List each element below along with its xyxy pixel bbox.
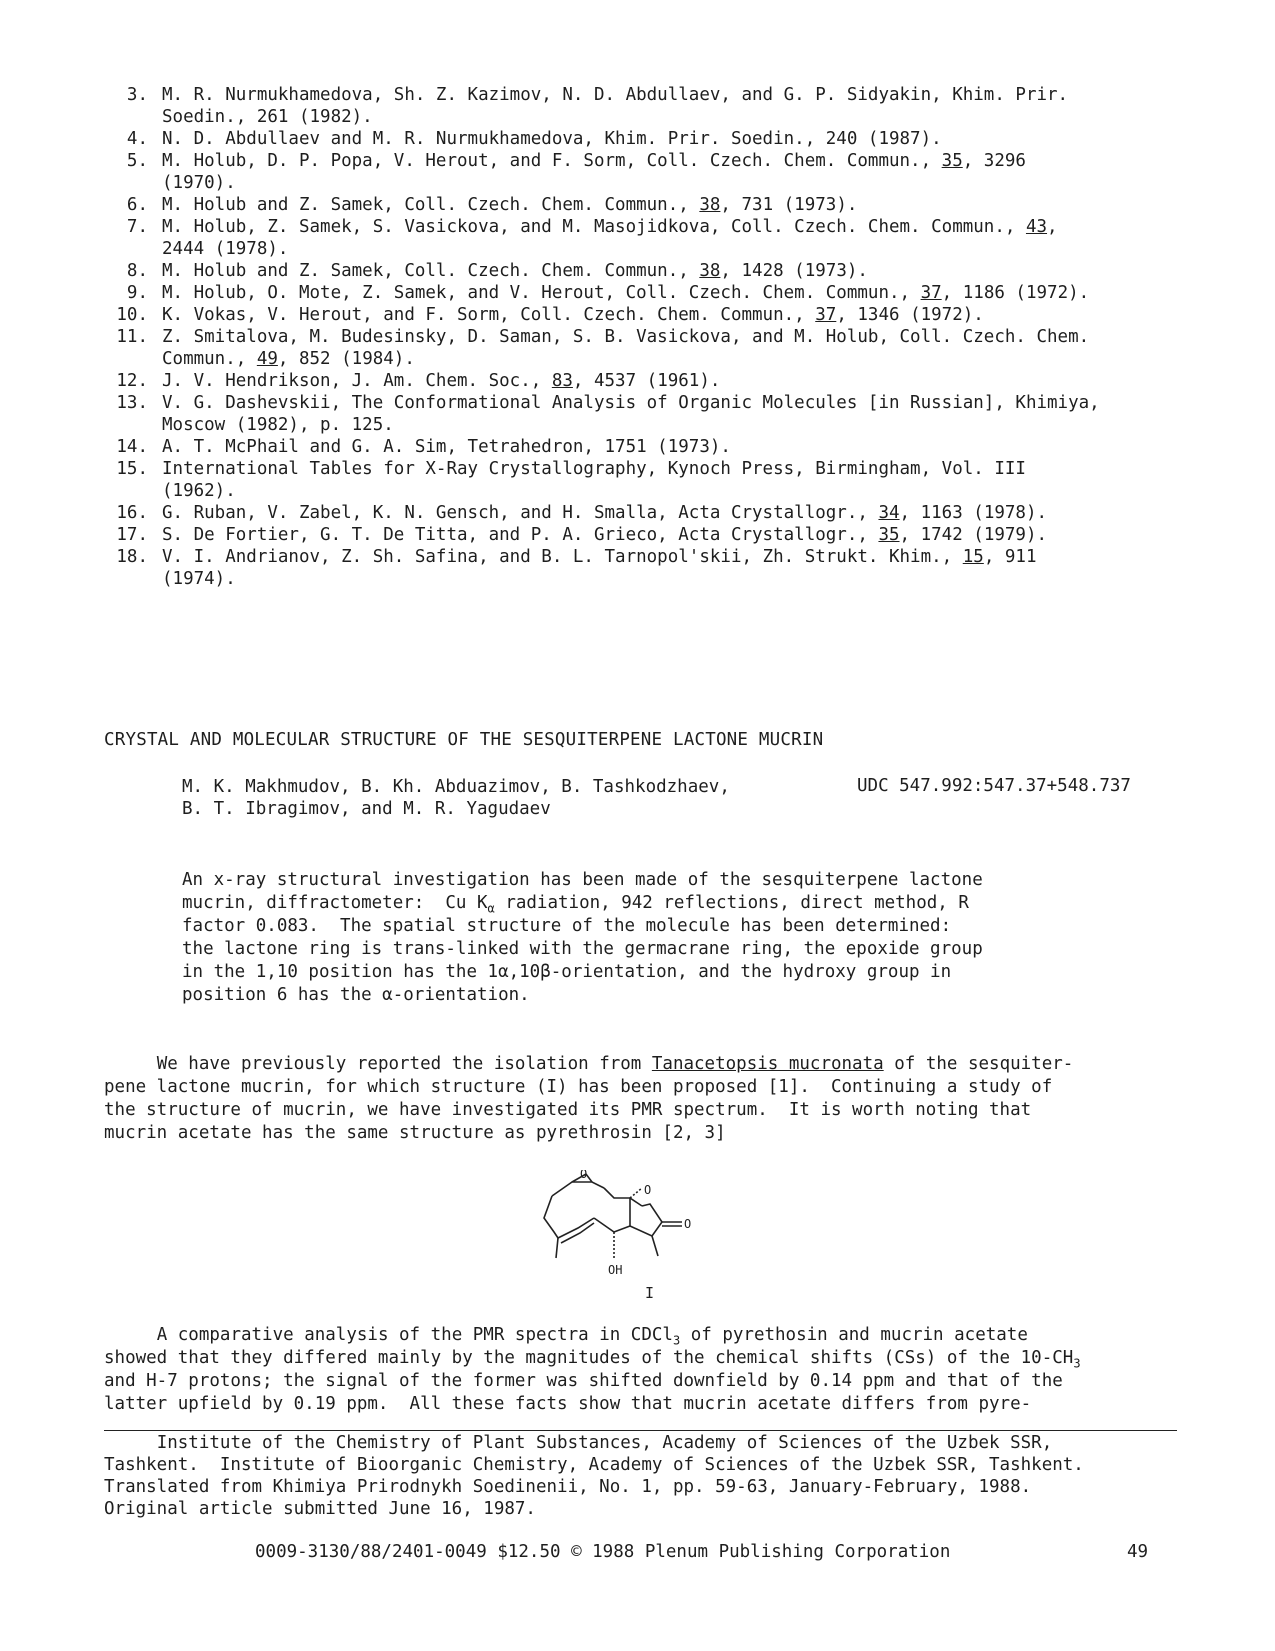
species-name: Tanacetopsis mucronata [651,1054,884,1074]
reference-item [104,370,1184,392]
reference-number: 14. [116,437,148,457]
reference-text: International Tables for X-Ray Crystallography, Kynoch Press, Birmingham, Vol. III (1962). [162,459,1026,501]
reference-volume: 35 [941,151,963,171]
reference-volume: 35 [878,525,900,545]
paragraph-2-text-c: and H-7 protons; the signal of the former was shifted downfield by 0.14 ppm and that of the latter upfield by 0.19 ppm. All these facts show that mucrin acetate differs from pyre- [104,1371,1063,1414]
reference-number: 13. [116,393,148,413]
reference-number: 4. [126,129,148,149]
reference-item [104,392,1184,436]
reference-item [104,458,1184,502]
reference-text [162,524,1184,546]
abstract-text-b: radiation, 942 reflections, direct method, R factor 0.083. The spatial structure of the molecule has been determined: the lactone ring is trans-linked with the germacrane ring, the epoxide group in the 1,10 position has the 1α,10β-orientation, and the hydroxy group in position 6 has the α-orientation. [182,893,983,1005]
reference-text [162,304,1184,326]
reference-text [162,546,1184,590]
reference-item [104,326,1184,370]
reference-volume: 43 [1025,217,1048,237]
reference-text-pre: S. De Fortier, G. T. De Titta, and P. A. Grieco, Acta Crystallogr., [162,525,879,545]
ring-bond-left [544,1196,558,1238]
atom-label-epoxide-o: O [580,1170,588,1181]
reference-text: A. T. McPhail and G. A. Sim, Tetrahedron, 1751 (1973). [162,437,731,457]
reference-item [104,436,1184,458]
reference-text: M. R. Nurmukhamedova, Sh. Z. Kazimov, N. D. Abdullaev, and G. P. Sidyakin, Khim. Prir. Soedin., 261 (1982). [162,85,1069,127]
reference-item [104,502,1184,524]
abstract [182,869,1112,1007]
paragraph-2-subscript-1: 3 [672,1333,681,1348]
paragraph-1-text-a: We have previously reported the isolation from [104,1054,652,1074]
ring-double-bond-inner [561,1223,594,1243]
ring-bond-top [552,1182,604,1196]
reference-volume: 15 [962,547,984,567]
reference-volume: 38 [699,195,721,215]
paragraph-2-text-a: A comparative analysis of the PMR spectra in CDCl [104,1325,673,1345]
reference-text [162,370,1184,392]
reference-text [162,282,1184,304]
paragraph-2-subscript-2: 3 [1073,1356,1081,1371]
atom-label-carbonyl-o: O [684,1217,692,1231]
reference-number: 12. [116,371,148,391]
reference-text: N. D. Abdullaev and M. R. Nurmukhamedova, Khim. Prir. Soedin., 240 (1987). [162,129,942,149]
reference-text-pre: Z. Smitalova, M. Budesinsky, D. Saman, S. B. Vasickova, and M. Holub, Coll. Czech. Chem. Commun., [162,327,1090,369]
reference-number: 17. [116,525,148,545]
mucrin-structure-diagram [530,1170,730,1280]
body-paragraph-1 [104,1053,1184,1145]
reference-volume: 34 [878,503,900,523]
reference-text-pre: M. Holub and Z. Samek, Coll. Czech. Chem. Commun., [162,261,700,281]
reference-text [162,216,1184,260]
reference-number: 16. [116,503,148,523]
reference-text-post: , 2444 (1978). [162,217,1058,259]
paragraph-2-text-b: of pyrethosin and mucrin acetate showed that they differed mainly by the magnitudes of the chemical shifts (CSs) of the 10-CH [104,1325,1074,1368]
reference-text-pre: J. V. Hendrikson, J. Am. Chem. Soc., [162,371,552,391]
footnote-rule [104,1430,1177,1431]
reference-item [104,216,1184,260]
reference-volume: 37 [815,305,837,325]
reference-number: 9. [126,283,148,303]
article-title: CRYSTAL AND MOLECULAR STRUCTURE OF THE SESQUITERPENE LACTONE MUCRIN [104,730,824,750]
lactone-ring [630,1204,662,1236]
reference-text-pre: K. Vokas, V. Herout, and F. Sorm, Coll. Czech. Chem. Commun., [162,305,816,325]
atom-label-ring-o: O [644,1183,652,1197]
compound-label: I [645,1284,655,1302]
reference-number: 5. [126,151,148,171]
methyl-bond [556,1238,558,1258]
reference-number: 18. [116,547,148,567]
reference-number: 15. [116,459,148,479]
publisher-footer: 0009-3130/88/2401-0049 $12.50 © 1988 Plenum Publishing Corporation [255,1542,951,1562]
authors-line-2: B. T. Ibragimov, and M. R. Yagudaev [182,799,551,819]
reference-list [104,84,1184,590]
reference-number: 8. [126,261,148,281]
reference-number: 7. [126,217,148,237]
reference-item [104,304,1184,326]
udc-code: UDC 547.992:547.37+548.737 [857,776,1131,796]
abstract-subscript: α [487,901,495,916]
exo-methylene [652,1236,658,1256]
reference-text-pre: M. Holub, O. Mote, Z. Samek, and V. Herout, Coll. Czech. Chem. Commun., [162,283,921,303]
ring-bond-right [604,1188,642,1206]
author-list [182,776,730,820]
reference-text-pre: M. Holub, Z. Samek, S. Vasickova, and M. Masojidkova, Coll. Czech. Chem. Commun., [162,217,1026,237]
paragraph-1-text-b: of the sesquiter- pene lactone mucrin, for which structure (I) has been proposed [1]. Continuing a study of the structure of mucrin, we have investigated its PMR spectrum. It is worth noting that mucrin acetate has the same structure as pyrethrosin [2, 3] [104,1054,1074,1143]
body-paragraph-2 [104,1324,1184,1416]
reference-text-pre: M. Holub and Z. Samek, Coll. Czech. Chem. Commun., [162,195,700,215]
reference-text-pre: M. Holub, D. P. Popa, V. Herout, and F. Sorm, Coll. Czech. Chem. Commun., [162,151,942,171]
reference-item [104,128,1184,150]
abstract-text-a: An x-ray structural investigation has been made of the sesquiterpene lactone mucrin, diffractometer: Cu K [182,870,983,913]
reference-volume: 49 [256,349,278,369]
reference-text-post: , 3296 (1970). [162,151,1026,193]
reference-number: 3. [126,85,148,105]
reference-text [162,502,1184,524]
reference-item [104,194,1184,216]
authors-line-1: M. K. Makhmudov, B. Kh. Abduazimov, B. Tashkodzhaev, [182,777,730,797]
stereo-bond [630,1188,642,1198]
reference-text [162,194,1184,216]
structure-bonds [544,1174,682,1260]
footnote: Institute of the Chemistry of Plant Substances, Academy of Sciences of the Uzbek SSR, Tashkent. Institute of Bioorganic Chemistry, Academy of Sciences of the Uzbek SSR, Tashkent. Translated from Khimiya Prirodnykh Soedinenii, No. 1, pp. 59-63, January-February, 1988. Original article submitted June 16, 1987. [104,1433,1084,1519]
reference-volume: 37 [920,283,942,303]
reference-text-pre: G. Ruban, V. Zabel, K. N. Gensch, and H. Smalla, Acta Crystallogr., [162,503,879,523]
reference-text-post: , 731 (1973). [720,195,858,215]
reference-item [104,282,1184,304]
reference-text-post: , 1346 (1972). [836,305,984,325]
reference-text-pre: V. I. Andrianov, Z. Sh. Safina, and B. L. Tarnopol'skii, Zh. Strukt. Khim., [162,547,963,567]
reference-item [104,150,1184,194]
reference-text-post: , 1186 (1972). [941,283,1090,303]
reference-text-post: , 4537 (1961). [572,371,721,391]
reference-text [162,326,1184,370]
reference-text-post: , 911 (1974). [162,547,1037,589]
reference-volume: 83 [551,371,573,391]
reference-text-post: , 1163 (1978). [899,503,1048,523]
reference-text [162,150,1184,194]
reference-text: V. G. Dashevskii, The Conformational Analysis of Organic Molecules [in Russian], Khimiya, Moscow (1982), p. 125. [162,393,1100,435]
reference-text-post: , 1428 (1973). [720,261,868,281]
reference-item [104,546,1184,590]
reference-item [104,84,1184,128]
reference-volume: 38 [699,261,721,281]
reference-number: 6. [126,195,148,215]
atom-label-oh: OH [608,1263,623,1277]
reference-text-post: , 852 (1984). [277,349,415,369]
reference-item [104,260,1184,282]
reference-text [162,260,1184,282]
reference-number: 11. [116,327,148,347]
reference-number: 10. [116,305,148,325]
reference-item [104,524,1184,546]
ring-bond-bottom [594,1218,630,1232]
page-number: 49 [1127,1542,1149,1562]
reference-text-post: , 1742 (1979). [899,525,1048,545]
